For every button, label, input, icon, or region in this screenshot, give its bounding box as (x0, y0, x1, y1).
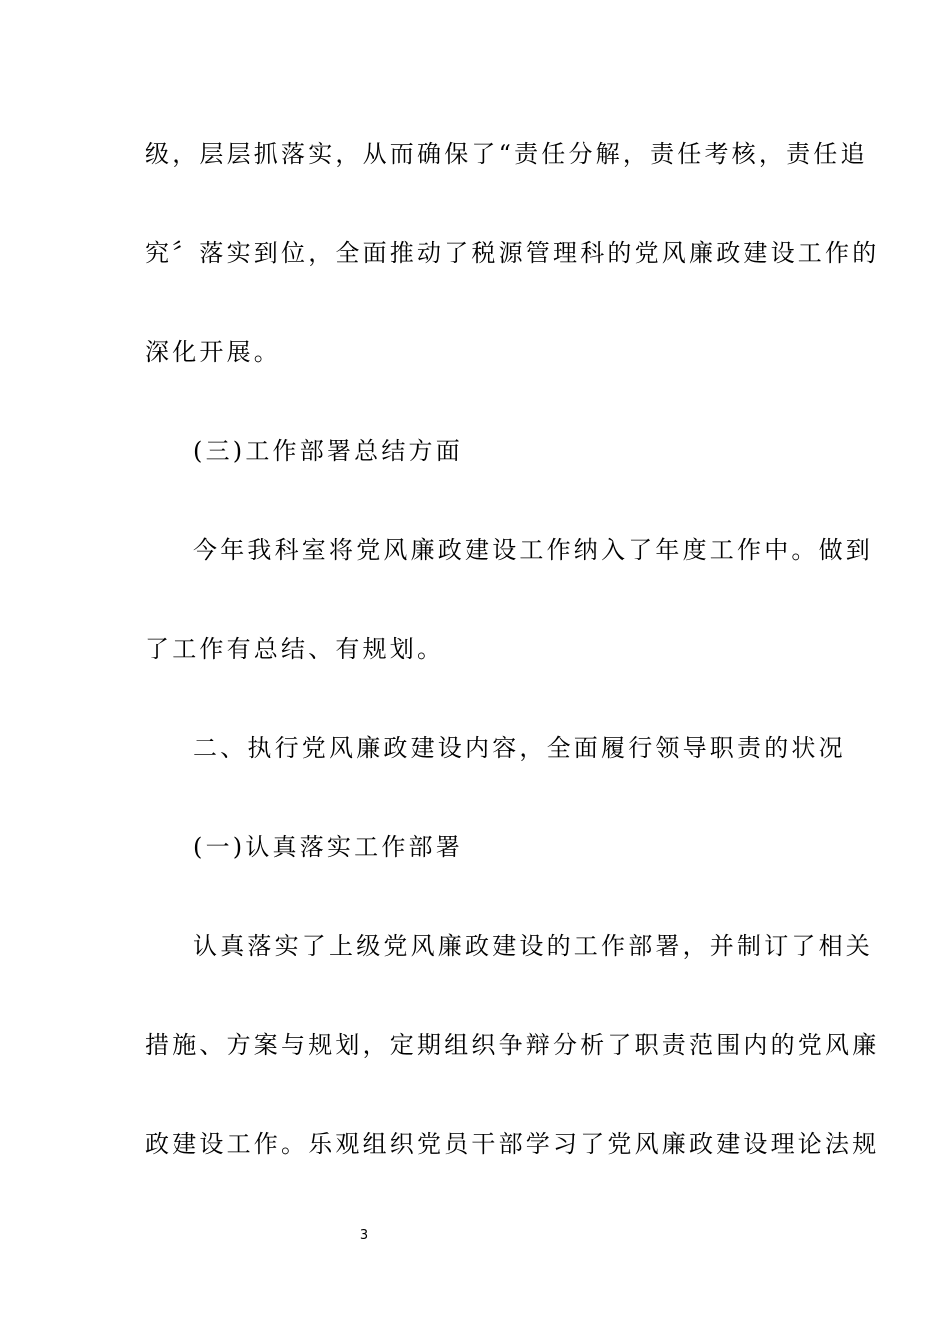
paragraph-first-line: 认真落实了上级党风廉政建设的工作部署，并制订了相关 (193, 932, 873, 960)
paragraph-first-line: 今年我科室将党风廉政建设工作纳入了年度工作中。做到 (193, 536, 873, 564)
body-text-line: 深化开展。 (145, 338, 281, 366)
body-text-line: 究〞落实到位，全面推动了税源管理科的党风廉政建设工作的 (145, 239, 880, 267)
subsection-heading: (一)认真落实工作部署 (193, 833, 463, 861)
page-number: 3 (359, 1228, 369, 1243)
body-text-line: 政建设工作。乐观组织党员干部学习了党风廉政建设理论法规 (145, 1130, 880, 1158)
body-text-line: 级，层层抓落实，从而确保了“责任分解，责任考核，责任追 (145, 140, 868, 168)
body-text-line: 了工作有总结、有规划。 (145, 635, 445, 663)
section-heading: (三)工作部署总结方面 (193, 437, 463, 465)
body-text-line: 措施、方案与规划，定期组织争辩分析了职责范围内的党风廉 (145, 1031, 880, 1059)
section-heading: 二、执行党风廉政建设内容，全面履行领导职责的状况 (193, 734, 846, 762)
